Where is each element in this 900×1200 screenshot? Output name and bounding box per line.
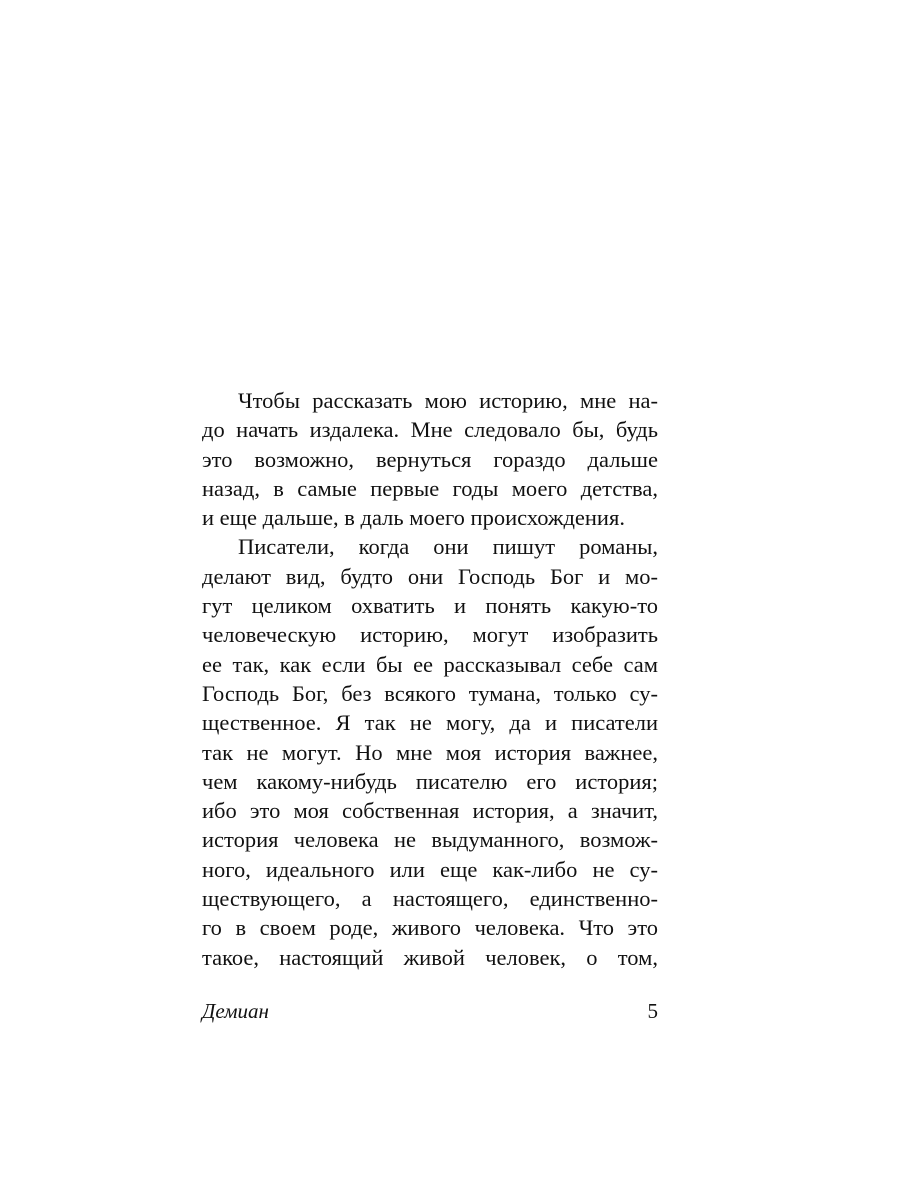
text-line: назад, в самые первые годы моего детства, <box>202 475 658 501</box>
text-line: история человека не выдуманного, возмож- <box>202 827 658 853</box>
text-line: делают вид, будто они Господь Бог и мо- <box>202 563 658 589</box>
paragraph-1 <box>202 386 658 532</box>
page-footer <box>202 996 658 1026</box>
text-line: гут целиком охватить и понять какую-то <box>202 593 658 619</box>
text-line: Чтобы рассказать мою историю, мне на- <box>238 388 658 413</box>
text-line: чем какому-нибудь писателю его история; <box>202 768 658 794</box>
text-line: ее так, как если бы ее рассказывал себе сам <box>202 651 658 677</box>
text-line: го в своем роде, живого человека. Что это <box>202 915 658 941</box>
text-line: такое, настоящий живой человек, о том, <box>202 944 658 970</box>
text-line: Господь Бог, без всякого тумана, только су- <box>202 680 658 706</box>
text-line: Писатели, когда они пишут романы, <box>238 534 658 560</box>
page-body <box>202 386 658 972</box>
text-line: щественное. Я так не могу, да и писатели <box>202 710 658 736</box>
text-line: ществующего, а настоящего, единственно- <box>202 886 658 912</box>
text-line: до начать издалека. Мне следовало бы, будь <box>202 417 658 443</box>
text-line: и еще дальше, в даль моего происхождения. <box>202 505 625 531</box>
text-line: ного, идеального или еще как-либо не су- <box>202 856 658 882</box>
text-line: человеческую историю, могут изобразить <box>202 622 658 648</box>
page-number: 5 <box>647 999 658 1023</box>
text-line: ибо это моя собственная история, а значит, <box>202 798 658 824</box>
text-line: так не могут. Но мне моя история важнее, <box>202 739 658 765</box>
paragraph-2 <box>202 532 658 971</box>
text-line: это возможно, вернуться гораздо дальше <box>202 446 658 472</box>
running-title: Демиан <box>202 999 269 1023</box>
